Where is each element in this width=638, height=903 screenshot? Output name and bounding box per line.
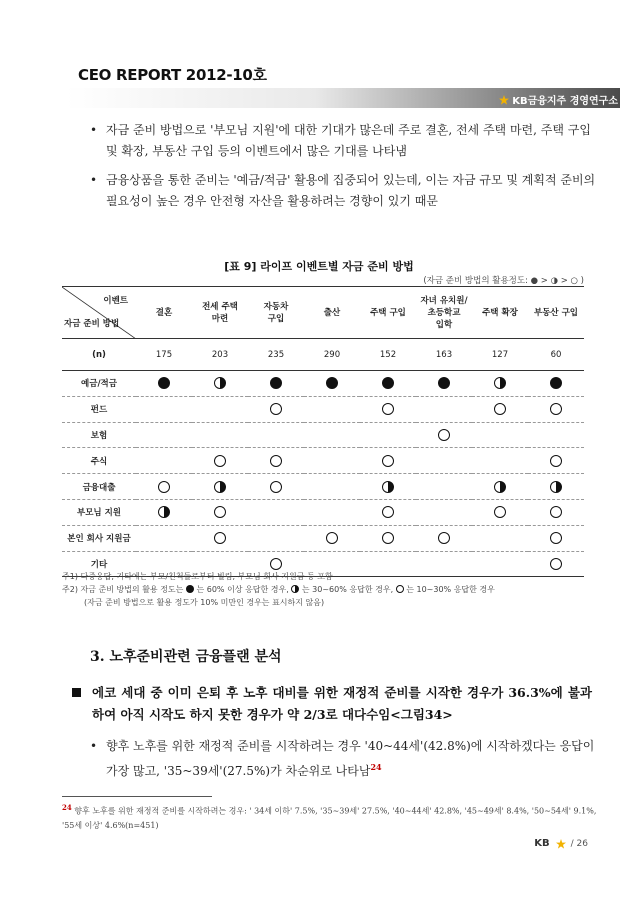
empty-circle-icon	[550, 506, 562, 518]
table-row-n	[62, 339, 584, 371]
table-row	[62, 499, 584, 525]
table-cell	[360, 396, 416, 422]
full-circle-icon	[270, 377, 282, 389]
table-note-2-c: 는 10~30% 응답한 경우	[406, 585, 495, 594]
bullet-1-text: 자금 준비 방법으로 '부모님 지원'에 대한 기대가 많은데 주로 결혼, 전세 주택 마련, 주택 구입 및 확장, 부동산 구입 등의 이벤트에서 많은 기대를 나타냄	[106, 123, 591, 158]
table-cell	[360, 448, 416, 474]
empty-circle-icon	[326, 532, 338, 544]
n-label: (n)	[62, 339, 136, 371]
table-cell	[416, 499, 472, 525]
corner-top-label: 이벤트	[103, 296, 128, 306]
table-cell	[192, 422, 248, 448]
kb-star-icon	[499, 95, 508, 104]
table-cell	[136, 474, 192, 500]
n-value: 60	[528, 339, 584, 371]
life-event-table	[62, 286, 584, 577]
empty-circle-icon	[382, 455, 394, 467]
half-circle-icon	[382, 481, 394, 493]
table-cell	[136, 371, 192, 397]
full-circle-icon	[326, 377, 338, 389]
empty-circle-icon	[494, 403, 506, 415]
table-cell	[136, 448, 192, 474]
n-value: 235	[248, 339, 304, 371]
page-number: / 26	[570, 838, 588, 849]
section-sub-bullet	[78, 736, 598, 782]
table-cell	[472, 499, 528, 525]
bullet-dot-icon: •	[90, 173, 98, 187]
row-header: 부모님 지원	[62, 499, 136, 525]
half-circle-icon	[494, 481, 506, 493]
row-header: 본인 회사 지원금	[62, 525, 136, 551]
full-circle-icon	[550, 377, 562, 389]
org-logo	[499, 92, 618, 106]
table-cell	[248, 448, 304, 474]
table-cell	[248, 525, 304, 551]
table-cell	[528, 371, 584, 397]
table-cell	[528, 474, 584, 500]
empty-circle-icon	[270, 455, 282, 467]
bullet-dot-icon: •	[90, 739, 98, 753]
table-cell	[248, 396, 304, 422]
table-cell	[528, 422, 584, 448]
bullet-dot-icon: •	[90, 123, 98, 137]
table-cell	[248, 474, 304, 500]
empty-circle-icon	[382, 532, 394, 544]
table-cell	[416, 422, 472, 448]
section-sub-bullet-body: 향후 노후를 위한 재정적 준비를 시작하려는 경우 '40~44세'(42.8%)에 시작하겠다는 응답이 가장 많고, '35~39세'(27.5%)가 차순위로 나타남	[106, 739, 595, 778]
full-circle-icon	[438, 377, 450, 389]
empty-circle-icon	[550, 532, 562, 544]
table-cell	[136, 499, 192, 525]
table-note-3: (자금 준비 방법으로 활용 정도가 10% 미만인 경우는 표시하지 않음)	[84, 598, 325, 607]
half-circle-icon	[158, 506, 170, 518]
table-row	[62, 371, 584, 397]
empty-circle-icon	[270, 481, 282, 493]
bullet-2	[78, 170, 598, 212]
life-event-table-wrap	[62, 286, 584, 577]
empty-circle-icon	[214, 532, 226, 544]
table-cell	[304, 448, 360, 474]
table-cell	[360, 525, 416, 551]
table-cell	[304, 422, 360, 448]
empty-circle-icon	[438, 532, 450, 544]
row-header: 예금/적금	[62, 371, 136, 397]
footnote-ref-24[interactable]: 24	[370, 762, 382, 772]
section-title: 3. 노후준비관련 금융플랜 분석	[90, 649, 282, 665]
footer-kb-logo: KB	[534, 838, 550, 849]
table-corner-header	[62, 287, 136, 339]
row-header: 주식	[62, 448, 136, 474]
table-cell	[304, 499, 360, 525]
table-note-2-a: 는 60% 이상 응답한 경우,	[196, 585, 289, 594]
corner-bottom-label: 자금 준비 방법	[64, 319, 120, 329]
table-note-2-prefix: 주2) 자금 준비 방법의 활용 정도는	[62, 585, 184, 594]
table-cell	[416, 396, 472, 422]
table-cell	[136, 525, 192, 551]
footnote-rule	[62, 796, 212, 797]
table-row	[62, 396, 584, 422]
table-cell	[528, 525, 584, 551]
table-cell	[192, 474, 248, 500]
footnote-24-num: 24	[62, 803, 72, 812]
table-cell	[192, 448, 248, 474]
table-title: [표 9] 라이프 이벤트별 자금 준비 방법	[224, 260, 414, 273]
column-header: 자동차 구입	[248, 287, 304, 339]
table-row	[62, 448, 584, 474]
n-value: 127	[472, 339, 528, 371]
half-circle-icon	[214, 481, 226, 493]
section-main-text: 에코 세대 중 이미 은퇴 후 노후 대비를 위한 재정적 준비를 시작한 경우가 36.3%에 불과하여 아직 시작도 하지 못한 경우가 약 2/3로 대다수임<그림34>	[92, 685, 592, 722]
half-circle-icon	[291, 585, 299, 593]
table-footnotes	[62, 570, 602, 609]
n-value: 175	[136, 339, 192, 371]
table-row	[62, 525, 584, 551]
section-main-para	[72, 682, 592, 726]
section-sub-bullet-text	[106, 736, 598, 782]
footer-star-icon	[556, 839, 565, 848]
table-cell	[136, 422, 192, 448]
row-header: 금융대출	[62, 474, 136, 500]
table-cell	[528, 448, 584, 474]
empty-circle-icon	[438, 429, 450, 441]
square-bullet-icon	[72, 688, 81, 697]
full-circle-icon	[186, 585, 194, 593]
half-circle-icon	[494, 377, 506, 389]
empty-circle-icon	[550, 558, 562, 570]
half-circle-icon	[550, 481, 562, 493]
table-note-1: 주1) 다중응답, 기타에는 부모/친척들로부터 빌림, 부모님 회사 지원금 등 포함	[62, 572, 333, 581]
empty-circle-icon	[214, 506, 226, 518]
table-cell	[192, 396, 248, 422]
n-value: 290	[304, 339, 360, 371]
table-cell	[528, 499, 584, 525]
org-logo-text: KB금융지주 경영연구소	[512, 95, 618, 107]
row-header: 펀드	[62, 396, 136, 422]
empty-circle-icon	[214, 455, 226, 467]
n-value: 163	[416, 339, 472, 371]
n-value: 203	[192, 339, 248, 371]
table-cell	[304, 371, 360, 397]
full-circle-icon	[382, 377, 394, 389]
column-header: 결혼	[136, 287, 192, 339]
report-title: CEO REPORT 2012-10호	[78, 66, 267, 84]
table-cell	[136, 396, 192, 422]
column-header: 출산	[304, 287, 360, 339]
table-cell	[472, 396, 528, 422]
column-header: 주택 구입	[360, 287, 416, 339]
table-cell	[192, 499, 248, 525]
column-header: 부동산 구입	[528, 287, 584, 339]
table-note-2-b: 는 30~60% 응답한 경우,	[301, 585, 394, 594]
table-cell	[472, 371, 528, 397]
table-cell	[304, 396, 360, 422]
footnote-24-text: 향후 노후를 위한 재정적 준비를 시작하려는 경우: ' 34세 이하' 7.5%, '35~39세' 27.5%, '40~44세' 42.8%, '45~49세' 8.4%, '50~54세' 9.1%, '55세 이상' 4.6%(n=451)	[62, 806, 597, 830]
row-header: 보험	[62, 422, 136, 448]
column-header: 자녀 유치원/ 초등학교 입학	[416, 287, 472, 339]
table-cell	[360, 474, 416, 500]
table-cell	[472, 448, 528, 474]
table-cell	[360, 499, 416, 525]
table-row	[62, 474, 584, 500]
table-cell	[416, 474, 472, 500]
empty-circle-icon	[494, 506, 506, 518]
empty-circle-icon	[158, 481, 170, 493]
table-legend-note: (자금 준비 방법의 활용정도: ● > ◑ > ○ )	[423, 276, 584, 286]
table-cell	[248, 499, 304, 525]
table-cell	[472, 422, 528, 448]
row-header: 기타	[62, 551, 136, 577]
table-cell	[472, 525, 528, 551]
table-cell	[416, 371, 472, 397]
bullet-1	[78, 120, 598, 162]
empty-circle-icon	[550, 403, 562, 415]
empty-circle-icon	[270, 558, 282, 570]
table-cell	[248, 371, 304, 397]
table-cell	[304, 525, 360, 551]
column-header: 주택 확장	[472, 287, 528, 339]
table-cell	[192, 525, 248, 551]
empty-circle-icon	[550, 455, 562, 467]
table-note-2	[62, 583, 602, 596]
table-cell	[472, 474, 528, 500]
table-cell	[304, 474, 360, 500]
n-value: 152	[360, 339, 416, 371]
table-cell	[248, 422, 304, 448]
column-header: 전세 주택 마련	[192, 287, 248, 339]
table-cell	[360, 422, 416, 448]
page-footer	[534, 838, 588, 849]
footnote-24	[62, 801, 602, 833]
table-cell	[416, 448, 472, 474]
empty-circle-icon	[382, 403, 394, 415]
bullet-2-text: 금융상품을 통한 준비는 '예금/적금' 활용에 집중되어 있는데, 이는 자금 규모 및 계획적 준비의 필요성이 높은 경우 안전형 자산을 활용하려는 경향이 있기 때문	[106, 173, 596, 208]
table-cell	[528, 396, 584, 422]
empty-circle-icon	[382, 506, 394, 518]
table-row	[62, 422, 584, 448]
half-circle-icon	[214, 377, 226, 389]
empty-circle-icon	[396, 585, 404, 593]
full-circle-icon	[158, 377, 170, 389]
empty-circle-icon	[270, 403, 282, 415]
table-cell	[416, 525, 472, 551]
table-cell	[192, 371, 248, 397]
table-cell	[360, 371, 416, 397]
